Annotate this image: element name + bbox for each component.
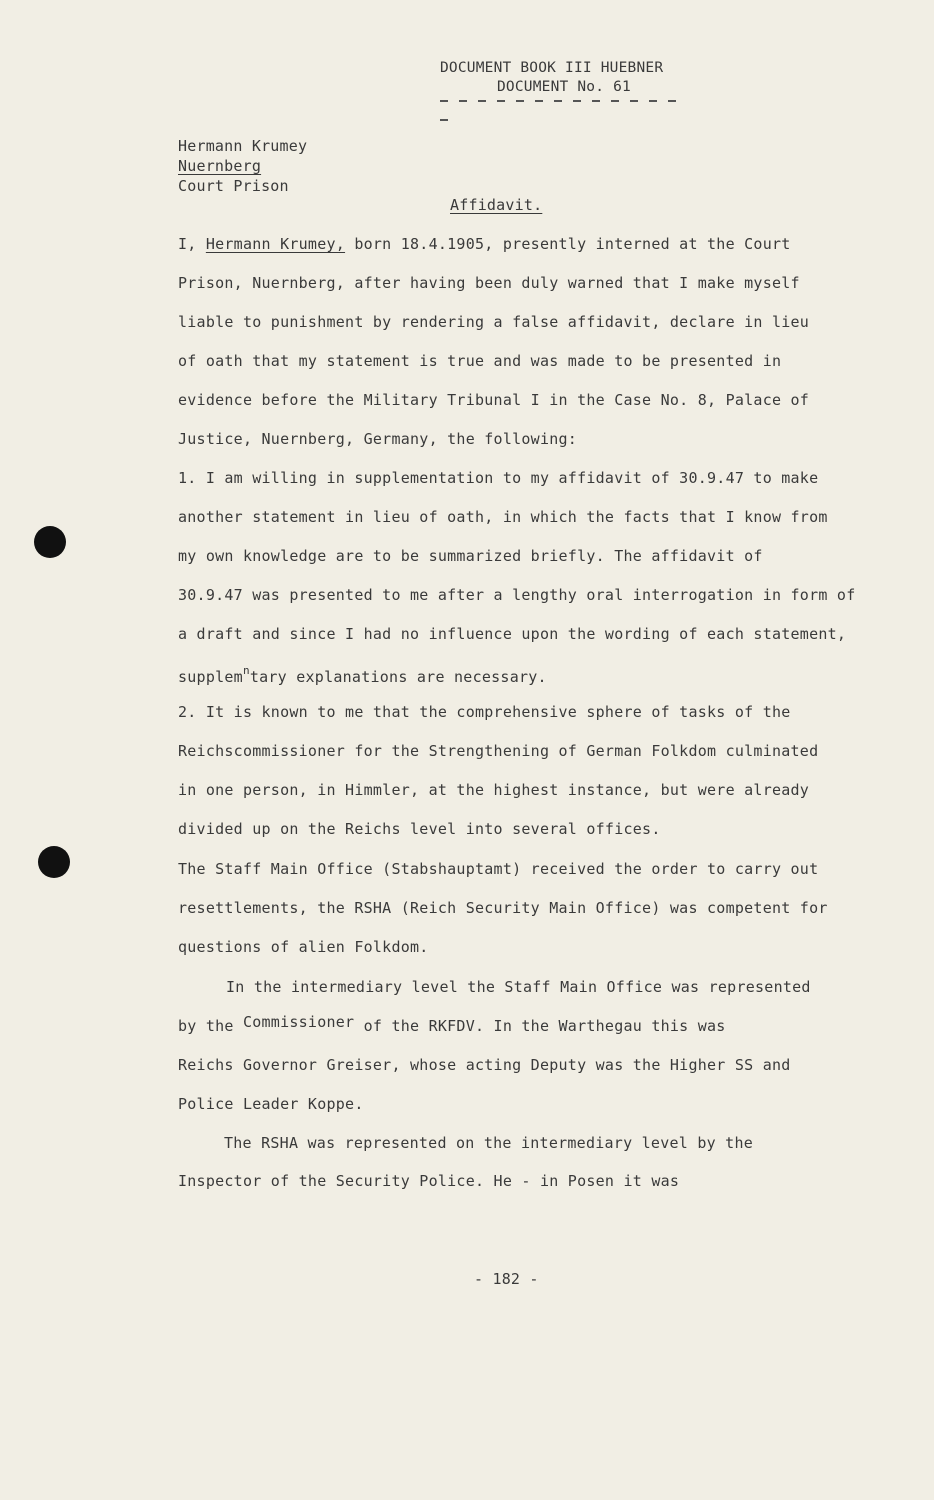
punch-hole-bottom: [38, 846, 70, 878]
body-line: a draft and since I had no influence upon the wording of each statement,: [178, 625, 847, 643]
body-line: In the intermediary level the Staff Main Office was represented: [226, 978, 811, 996]
page-number: - 182 -: [474, 1270, 539, 1288]
body-line: resettlements, the RSHA (Reich Security Main Office) was competent for: [178, 899, 828, 917]
header-rule: [440, 100, 702, 106]
body-line: in one person, in Himmler, at the highest instance, but were already: [178, 781, 810, 799]
body-text: born 18.4.1905, presently interned at the Court: [345, 235, 791, 253]
body-line: The RSHA was represented on the intermediary level by the: [224, 1134, 754, 1152]
body-line: The Staff Main Office (Stabshauptamt) received the order to carry out: [178, 860, 819, 878]
body-line: [178, 1013, 726, 1035]
body-line: Prison, Nuernberg, after having been duly warned that I make myself: [178, 274, 800, 292]
body-line: 30.9.47 was presented to me after a lengthy oral interrogation in form of: [178, 586, 856, 604]
address-city: Nuernberg: [178, 157, 262, 175]
body-line: Reichscommissioner for the Strengthening of German Folkdom culminated: [178, 742, 819, 760]
body-line: questions of alien Folkdom.: [178, 938, 429, 956]
document-title: Affidavit.: [450, 196, 543, 214]
body-line: divided up on the Reichs level into several offices.: [178, 820, 661, 838]
body-text: I,: [178, 235, 206, 253]
header-line-1: DOCUMENT BOOK III HUEBNER: [440, 60, 664, 76]
body-text: tary explanations are necessary.: [249, 668, 547, 686]
body-line: Justice, Nuernberg, Germany, the following:: [178, 430, 578, 448]
body-text-raised: Commissioner: [242, 1013, 355, 1031]
body-line: evidence before the Military Tribunal I in the Case No. 8, Palace of: [178, 391, 810, 409]
body-line: [178, 664, 547, 686]
affiant-name: Hermann Krumey,: [205, 235, 346, 253]
body-text: by the: [178, 1017, 243, 1035]
body-line: liable to punishment by rendering a false affidavit, declare in lieu: [178, 313, 810, 331]
body-line: 2. It is known to me that the comprehensive sphere of tasks of the: [178, 703, 791, 721]
body-line: Reichs Governor Greiser, whose acting Deputy was the Higher SS and: [178, 1056, 791, 1074]
insertion-mark: n: [242, 664, 250, 677]
body-line: Police Leader Koppe.: [178, 1095, 364, 1113]
body-text: of the RKFDV. In the Warthegau this was: [354, 1017, 726, 1035]
body-line: [178, 235, 791, 253]
header-line-2: DOCUMENT No. 61: [497, 79, 631, 95]
address-name: Hermann Krumey: [178, 137, 308, 155]
body-line: another statement in lieu of oath, in which the facts that I know from: [178, 508, 828, 526]
body-line: my own knowledge are to be summarized briefly. The affidavit of: [178, 547, 763, 565]
punch-hole-top: [34, 526, 66, 558]
body-text: supplem: [178, 668, 243, 686]
body-line: of oath that my statement is true and was made to be presented in: [178, 352, 782, 370]
body-line: 1. I am willing in supplementation to my affidavit of 30.9.47 to make: [178, 469, 819, 487]
address-prison: Court Prison: [178, 177, 289, 195]
body-line: Inspector of the Security Police. He - in Posen it was: [178, 1172, 680, 1190]
